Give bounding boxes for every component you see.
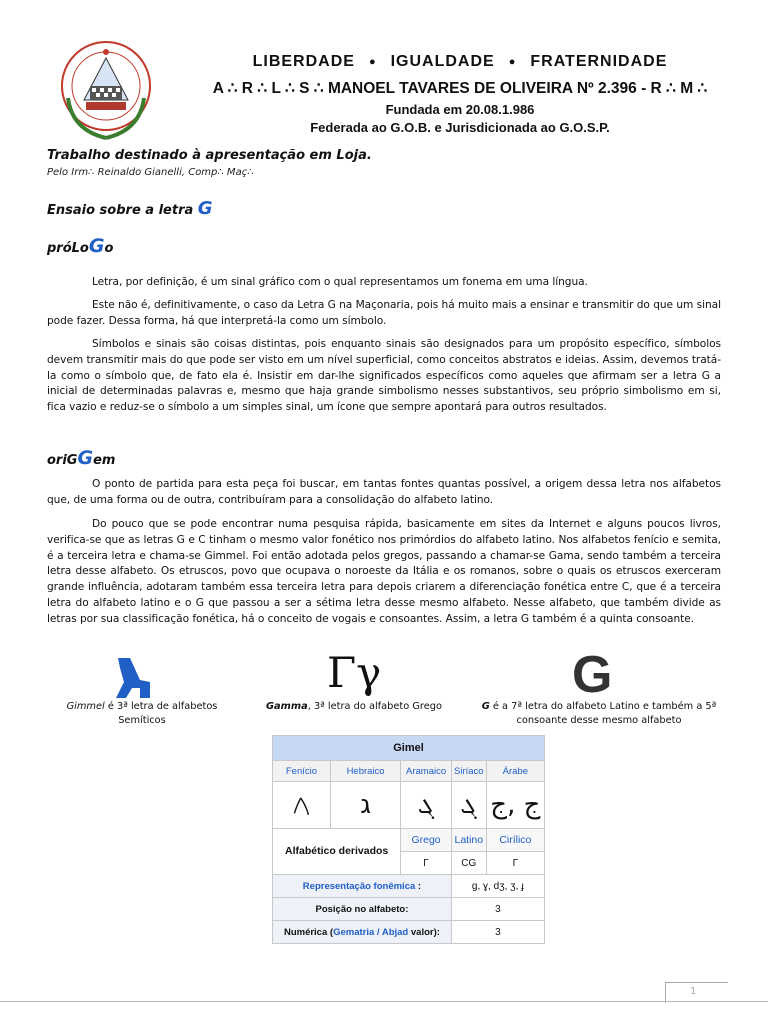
paragraph: Letra, por definição, é um sinal gráfico com o qual representamos um fonema em uma língua. (92, 276, 588, 288)
table-derived-greek[interactable]: Grego (401, 829, 452, 852)
table-glyph-arabic: ج ,ج (486, 782, 544, 829)
table-lang-arabic[interactable]: Árabe (486, 761, 544, 782)
caption-latin-g (476, 700, 722, 728)
paragraph: Do pouco que se pode encontrar numa pesquisa rápida, basicamente em sites da Internet e alguns poucos livros, verifica-se que as letras G e C tinham o mesmo valor fonético nos primórdios do alfabeto latino. Nos alfabetos fenício e semita, é a terceira letra e chama-se Gimmel. Foi então adotada pelos gregos, passando a chamar-se Gama, sendo também a terceira letra desse alfabeto. Os etruscos, povo que ocupava o noroeste da Itália e os romanos, sobre o quais os etruscos exerceram grande influência, adotaram também essa terceira letra para depois criarem a diferenciação fonética entre C, que é a terceira letra do alfabeto latino e o G que passou a ser a sétima letra desse mesmo alfabeto. Nesse alfabeto, que também divide as letras por sua classificação fonética, há o conceito de vogais e consoantes. Assim, a letra G também é a quinta consoante. (47, 518, 721, 625)
paragraph: Este não é, definitivamente, o caso da Letra G na Maçonaria, pois há muito mais a ensinar e transmitir do que um sinal pode fazer. Dessa forma, há que interpretá-la como um símbolo. (47, 299, 721, 327)
table-numeric-label: Numérica (Gematria / Abjad valor): (273, 921, 452, 944)
section-heading-origem (47, 447, 115, 469)
caption-gamma-text: , 3ª letra do alfabeto Grego (307, 701, 442, 712)
founded-date: Fundada em 20.08.1.986 (385, 102, 535, 117)
table-derived-label: Alfabético derivados (273, 829, 401, 875)
table-derived-greek-value: Γ (401, 852, 452, 875)
table-numeric-value: 3 (451, 921, 544, 944)
table-position-value: 3 (451, 898, 544, 921)
bullet-icon: ● (508, 55, 517, 68)
prologo-letter: G (88, 235, 105, 257)
header-motto (170, 53, 750, 71)
footer-divider (0, 1001, 768, 1002)
table-numeric-label-text: Numérica (283, 926, 328, 938)
lodge-name: A ∴ R ∴ L ∴ S ∴ MANOEL TAVARES DE OLIVEIRA Nº 2.396 - R ∴ M ∴ (212, 80, 708, 97)
table-glyph-phoenician: 𐤂 (273, 782, 331, 829)
table-derived-latin[interactable]: Latino (451, 829, 486, 852)
table-phonetic-link[interactable]: Representação fonêmica (302, 880, 416, 892)
caption-gamma (254, 700, 454, 714)
table-glyph-syriac: ܓ (451, 782, 486, 829)
prologo-after: o (104, 241, 114, 256)
table-derived-latin-value: CG (451, 852, 486, 875)
table-derived-cyrillic[interactable]: Cirílico (486, 829, 544, 852)
work-title: Trabalho destinado à apresentação em Loja. (47, 148, 372, 163)
table-position-label: Posição no alfabeto: (273, 898, 452, 921)
gimel-info-table (272, 735, 545, 944)
origem-after: em (93, 453, 116, 468)
lodge-seal-logo (52, 38, 160, 146)
section-heading-prologo (47, 235, 113, 257)
caption-gimmel-text: é 3ª letra de alfabetos Semíticos (104, 701, 218, 726)
table-numeric-suffix: valor): (408, 926, 440, 938)
table-lang-phoenician[interactable]: Fenício (273, 761, 331, 782)
table-lang-aramaic[interactable]: Aramaico (401, 761, 452, 782)
caption-latin-g-text: é a 7ª letra do alfabeto Latino e também a 5ª consoante desse mesmo alfabeto (489, 701, 717, 726)
table-title: Gimel (273, 736, 545, 761)
table-numeric-link[interactable]: Gematria / Abjad (333, 926, 409, 938)
table-lang-syriac[interactable]: Siríaco (451, 761, 486, 782)
latin-g-letter-image: G (572, 646, 613, 704)
paragraph: O ponto de partida para esta peça foi buscar, em tantas fontes quantas possível, a origem dessa letra nos alfabetos que, de uma forma ou de outra, contribuíram para a consolidação do alfabeto latino. (47, 478, 721, 506)
table-phonetic-value: g, ɣ, dʒ, ʒ, ɟ (451, 875, 544, 898)
prologo-before: próLo (47, 241, 89, 256)
bullet-icon: ● (368, 55, 377, 68)
motto-igualdade: IGUALDADE (390, 53, 495, 70)
table-phonetic-label (273, 875, 452, 898)
essay-title-letter: G (197, 198, 213, 219)
table-lang-hebrew[interactable]: Hebraico (330, 761, 400, 782)
page-number: 1 (690, 986, 697, 997)
gimmel-letter-image (110, 652, 160, 702)
table-glyph-aramaic: ܓ (401, 782, 452, 829)
table-glyph-hebrew: ג (330, 782, 400, 829)
federation-line: Federada ao G.O.B. e Jurisdicionada ao G.O.S.P. (310, 120, 610, 135)
colon-text: : (415, 880, 422, 892)
caption-gimmel (52, 700, 232, 728)
caption-gimmel-name: Gimmel (66, 701, 105, 712)
essay-title-text: Ensaio sobre a letra (47, 203, 198, 218)
paragraph: Símbolos e sinais são coisas distintas, pois enquanto sinais são designados para um propósito específico, símbolos devem transmitir mais do que pode ser visto em um nível superficial, como conceitos abstratos e ideias. Assim, devemos tratá-la como o símbolo que, de fato ela é. Insistir em dar-lhe significados específicos como aqueles que afirmam ser a letra G a inicial de determinadas palavras e, mesmo que haja grande simbolismo nesses substantivos, seu próprio simbolismo em si, fica vazio e reduz-se o símbolo a um simples sinal, um ícone que sempre apontará para outros resultados. (47, 338, 721, 414)
author-line: Pelo Irm∴ Reinaldo Gianelli, Comp∴ Maç∴ (47, 167, 254, 178)
origem-letter: G (77, 447, 94, 469)
motto-fraternidade: FRATERNIDADE (530, 53, 668, 70)
table-derived-cyrillic-value: Г (486, 852, 544, 875)
caption-gamma-name: Gamma (266, 701, 308, 712)
essay-title (47, 198, 213, 219)
origem-before: oriG (47, 453, 78, 468)
caption-latin-g-name: G (481, 701, 490, 712)
page-number-box (665, 982, 728, 1003)
motto-liberdade: LIBERDADE (252, 53, 355, 70)
gamma-letter-image: Γγ (327, 648, 382, 697)
